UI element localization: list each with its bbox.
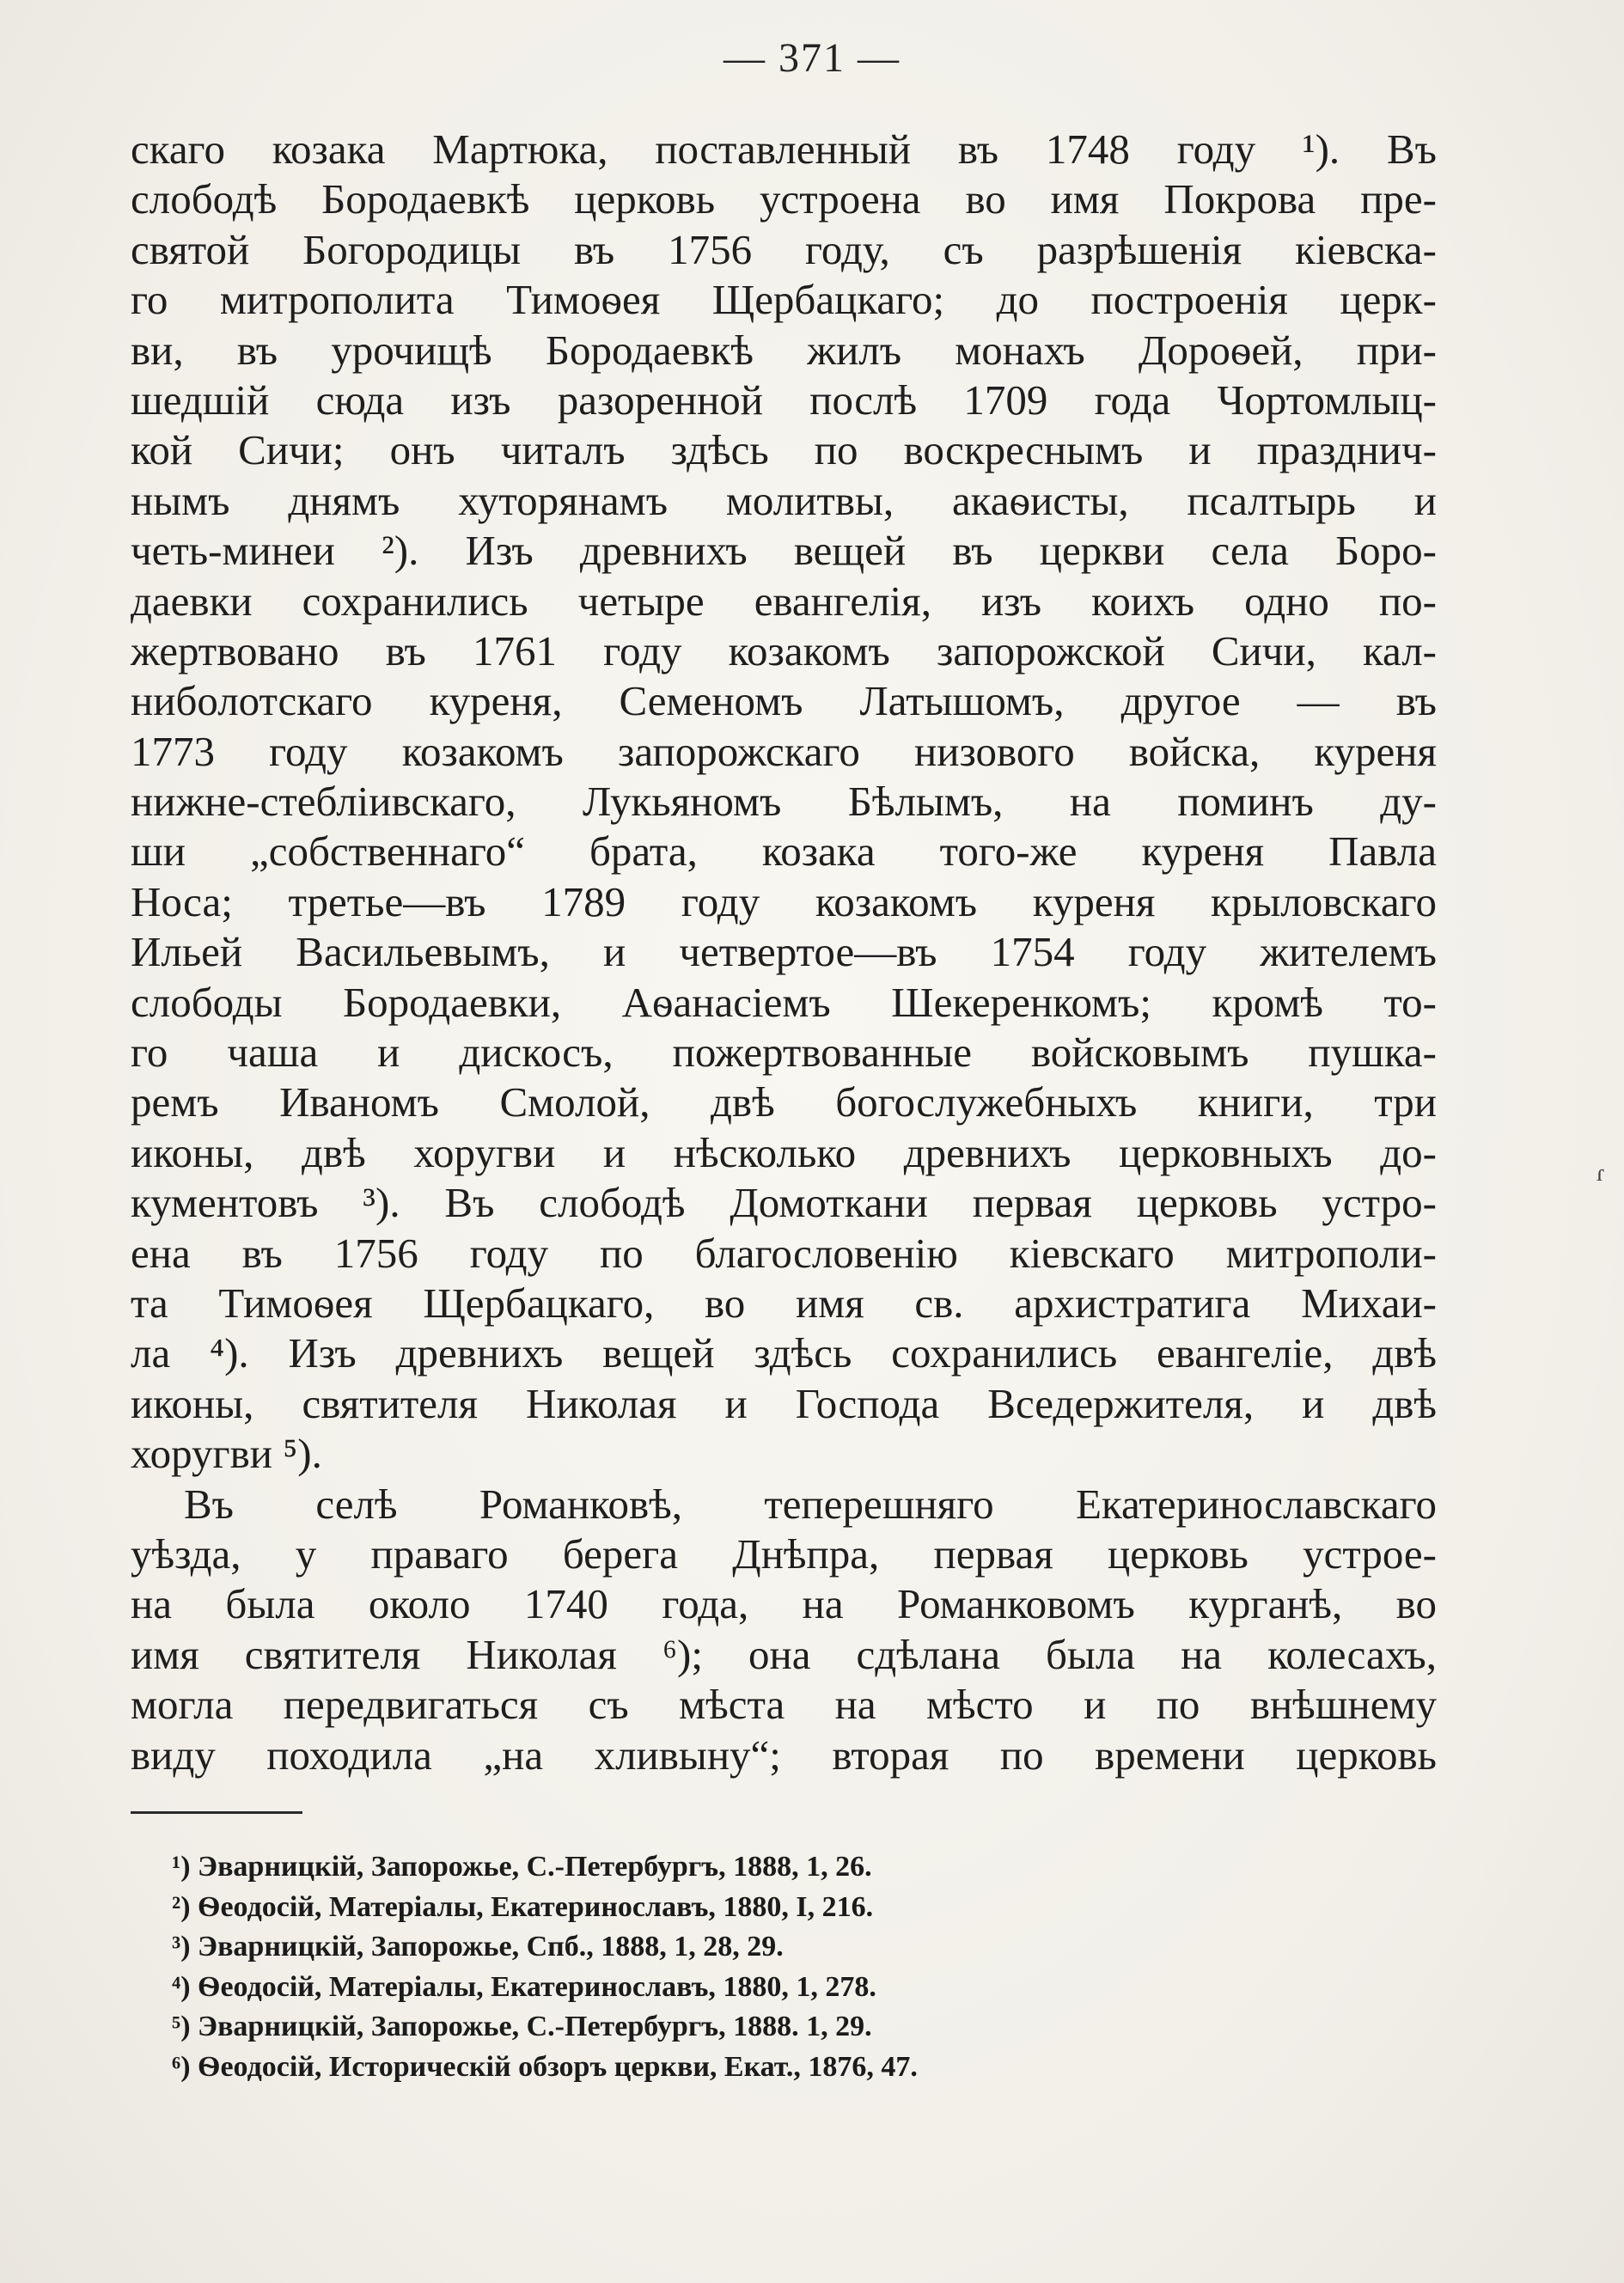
text-line: Носа; третье—въ 1789 году козакомъ куреня крыловскаго <box>131 877 1437 925</box>
main-text <box>131 125 1437 1780</box>
paragraph-end-line: хоругви ⁵). <box>131 1430 322 1478</box>
text-line: кументовъ ³). Въ слободѣ Домоткани первая церковь устро- <box>131 1179 1437 1227</box>
text-line: четь-минеи ²). Изъ древнихъ вещей въ церкви села Боро- <box>131 527 1437 575</box>
footnote: ⁴) Ѳеодосій, Матеріалы, Екатеринославъ, 1880, 1, 278. <box>172 1970 876 2003</box>
page-number: — 371 — <box>723 35 901 81</box>
text-line: ремъ Иваномъ Смолой, двѣ богослужебныхъ книги, три <box>131 1078 1437 1126</box>
text-line: на была около 1740 года, на Романковомъ курганѣ, во <box>131 1580 1437 1628</box>
text-line: могла передвигаться съ мѣста на мѣсто и по внѣшнему <box>131 1681 1437 1729</box>
text-line: слободы Бородаевки, Аѳанасіемъ Шекеренкомъ; кромѣ то- <box>131 978 1437 1026</box>
text-line: 1773 году козакомъ запорожскаго низового войска, куреня <box>131 727 1437 775</box>
text-line: Ильей Васильевымъ, и четвертое—въ 1754 году жителемъ <box>131 928 1437 976</box>
text-line: иконы, святителя Николая и Господа Вседержителя, и двѣ <box>131 1379 1437 1427</box>
text-line: ла ⁴). Изъ древнихъ вещей здѣсь сохранились евангеліе, двѣ <box>131 1329 1437 1377</box>
text-line: ена въ 1756 году по благословенію кіевскаго митрополи- <box>131 1229 1437 1277</box>
footnote: ⁶) Ѳеодосій, Историческій обзоръ церкви, Екат., 1876, 47. <box>172 2050 918 2083</box>
text-line: имя святителя Николая ⁶); она сдѣлана была на колесахъ, <box>131 1630 1437 1678</box>
text-line: та Тимоѳея Щербацкаго, во имя св. архистратига Михаи- <box>131 1279 1437 1327</box>
text-line: скаго козака Мартюка, поставленный въ 1748 году ¹). Въ <box>131 125 1437 173</box>
margin-mark: ɾ <box>1597 1160 1605 1187</box>
text-line: виду походила „на хливыну“; вторая по времени церковь <box>131 1731 1437 1779</box>
footnote: ³) Эварницкій, Запорожье, Спб., 1888, 1, 28, 29. <box>172 1931 784 1963</box>
text-line: даевки сохранились четыре евангелія, изъ коихъ одно по- <box>131 577 1437 625</box>
footnotes <box>172 1847 1289 2087</box>
text-line: шедшій сюда изъ разоренной послѣ 1709 года Чортомлыц- <box>131 375 1437 424</box>
text-line: слободѣ Бородаевкѣ церковь устроена во имя Покрова пре- <box>131 175 1437 223</box>
text-line: кой Сичи; онъ читалъ здѣсь по воскреснымъ и празднич- <box>131 426 1437 474</box>
paragraph-start-line: Въ селѣ Романковѣ, теперешняго Екатеринославскаго <box>184 1480 1437 1528</box>
text-line: го чаша и дискосъ, пожертвованные войсковымъ пушка- <box>131 1029 1437 1077</box>
text-line: нымъ днямъ хуторянамъ молитвы, акаѳисты, псалтырь и <box>131 476 1437 524</box>
footnote: ²) Ѳеодосій, Матеріалы, Екатеринославъ, 1880, I, 216. <box>172 1890 874 1923</box>
footnote: ¹) Эварницкій, Запорожье, С.-Петербургъ, 1888, 1, 26. <box>172 1851 872 1883</box>
text-line: нижне-стебліивскаго, Лукьяномъ Бѣлымъ, на поминъ ду- <box>131 778 1437 826</box>
text-line: го митрополита Тимоѳея Щербацкаго; до построенія церк- <box>131 276 1437 324</box>
text-line: уѣзда, у праваго берега Днѣпра, первая церковь устрое- <box>131 1529 1437 1578</box>
text-line: ши „собственнаго“ брата, козака того-же куреня Павла <box>131 827 1437 876</box>
text-line: иконы, двѣ хоругви и нѣсколько древнихъ церковныхъ до- <box>131 1128 1437 1176</box>
text-line: ниболотскаго куреня, Семеномъ Латышомъ, другое — въ <box>131 677 1437 725</box>
footnote-separator <box>131 1811 302 1814</box>
text-line: святой Богородицы въ 1756 году, съ разрѣшенія кіевска- <box>131 225 1437 273</box>
text-line: ви, въ урочищѣ Бородаевкѣ жилъ монахъ Дороѳей, при- <box>131 326 1437 374</box>
text-line: жертвовано въ 1761 году козакомъ запорожской Сичи, кал- <box>131 626 1437 675</box>
footnote: ⁵) Эварницкій, Запорожье, С.-Петербургъ, 1888. 1, 29. <box>172 2011 872 2042</box>
